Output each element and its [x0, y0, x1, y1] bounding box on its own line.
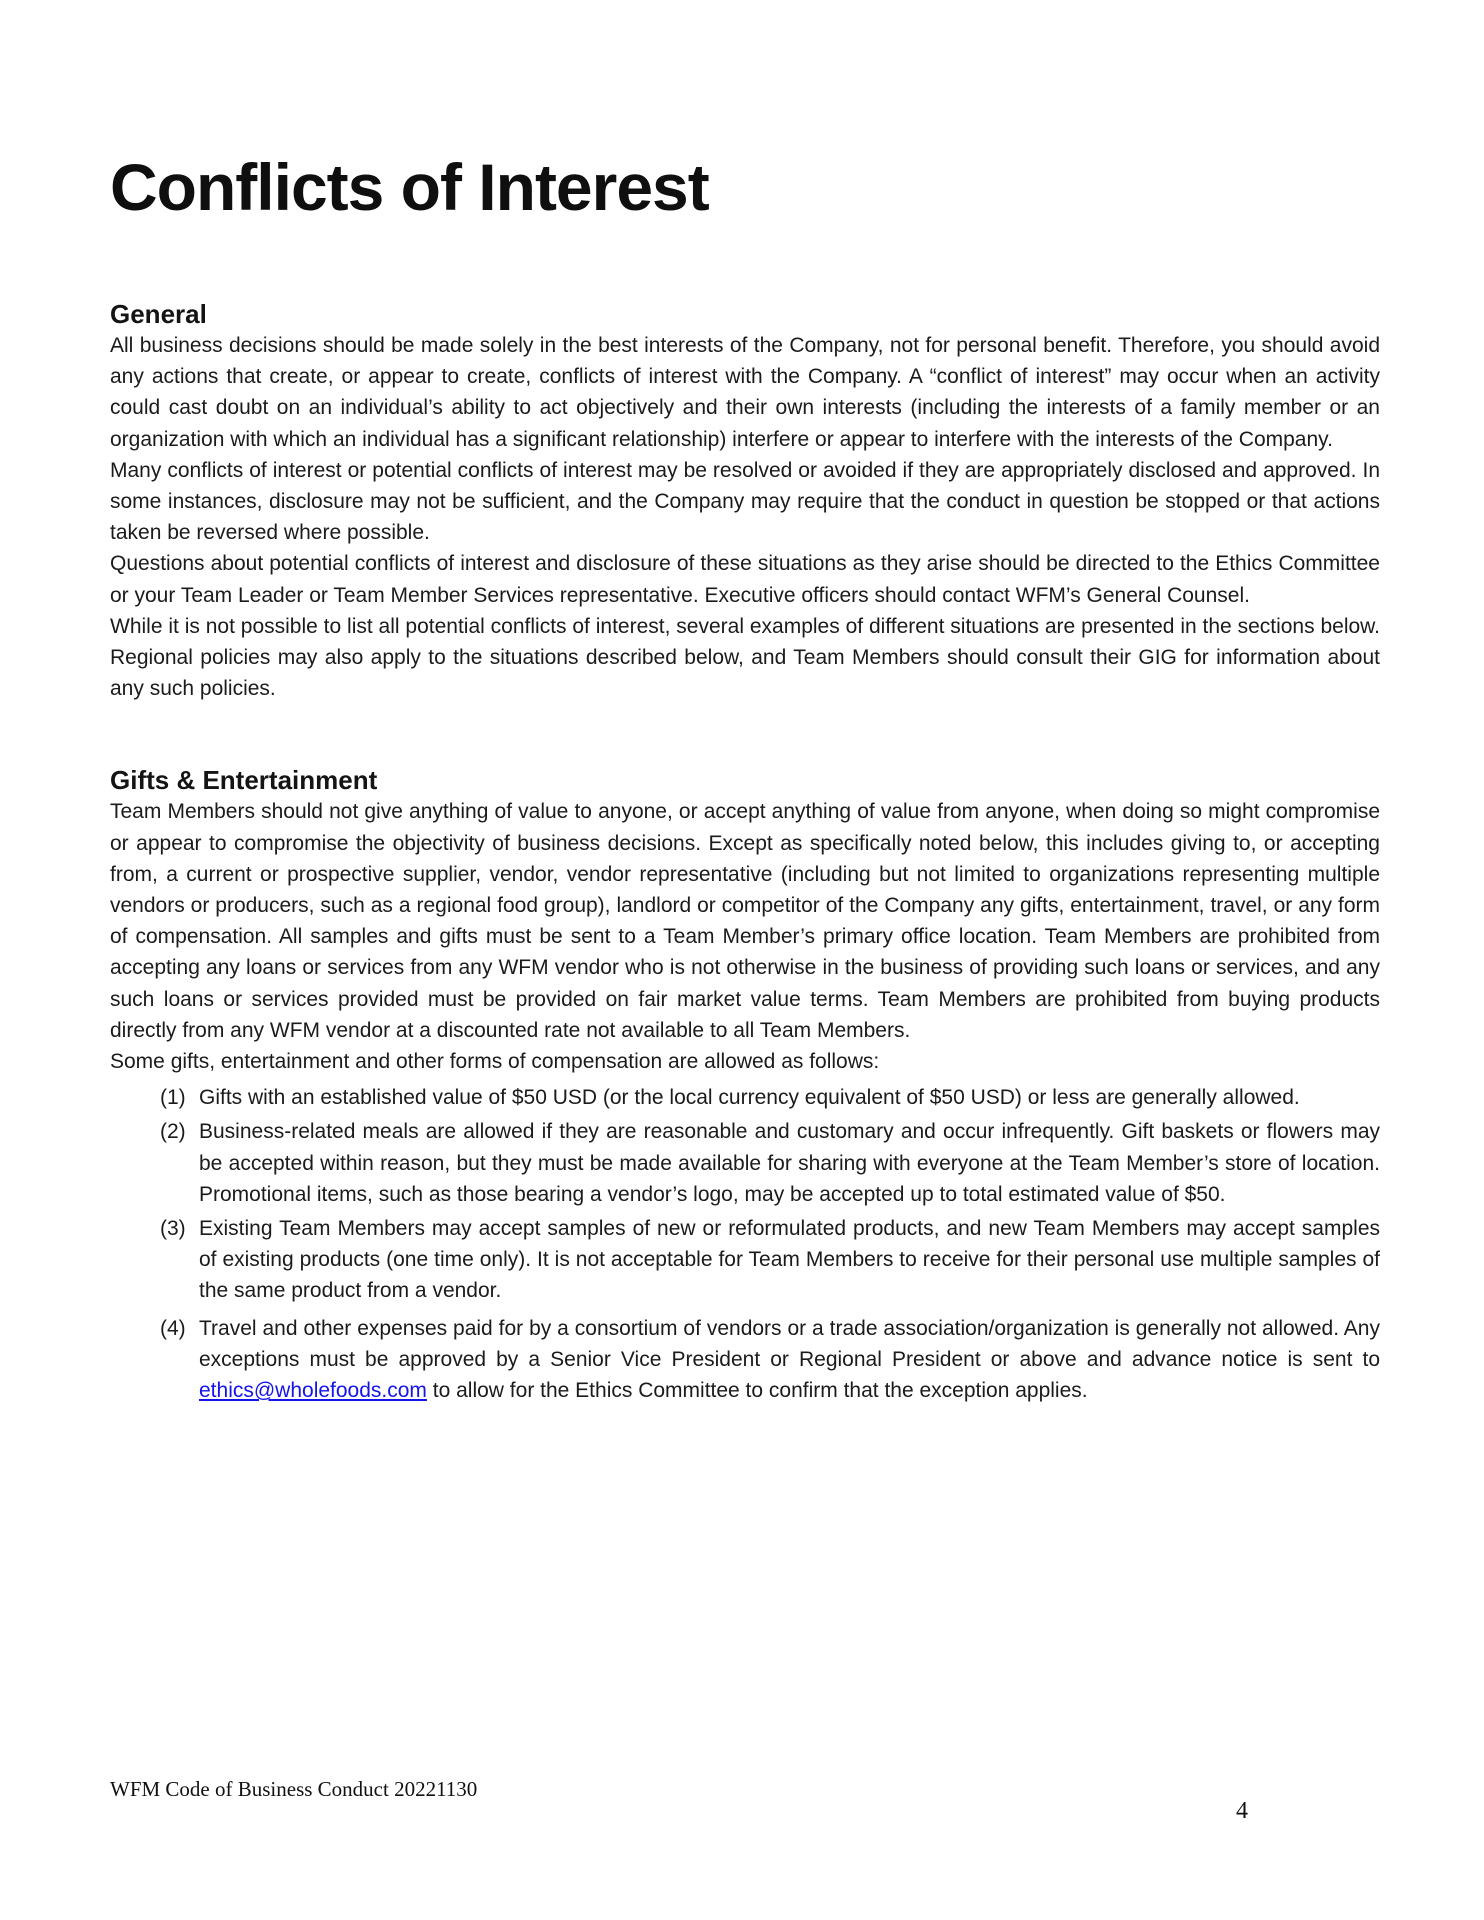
list-item-number: (1)	[160, 1086, 186, 1110]
gifts-allowed-intro: Some gifts, entertainment and other forms of compensation are allowed as follows:	[110, 1050, 880, 1074]
general-paragraph-2: Many conflicts of interest or potential conflicts of interest may be resolved or avoided if they are appropriately disclosed and approved. In some instances, disclosure may not be sufficient, and the Company may require that the conduct in question be stopped or that actions taken be reversed where possible.	[110, 458, 1380, 545]
list-item-text-before-link: Travel and other expenses paid for by a consortium of vendors or a trade association/organization is generally not allowed. Any exceptions must be approved by a Senior Vice President or Regional President or above and advance notice is sent to	[199, 1316, 1380, 1371]
gifts-allowed-list	[110, 1082, 1380, 1406]
ethics-email-link[interactable]: ethics@wholefoods.com	[199, 1379, 427, 1403]
list-item-text: Gifts with an established value of $50 USD (or the local currency equivalent of $50 USD) or less are generally allowed.	[199, 1086, 1300, 1110]
list-item	[110, 1313, 1380, 1407]
section-heading-general: General	[110, 299, 207, 329]
gifts-intro-paragraph: Team Members should not give anything of value to anyone, or accept anything of value from anyone, when doing so might compromise or appear to compromise the objectivity of business decisions. Except as specifically noted below, this includes giving to, or accepting from, a current or prospective supplier, vendor, vendor representative (including but not limited to organizations representing multiple vendors or producers, such as a regional food group), landlord or competitor of the Company any gifts, entertainment, travel, or any form of compensation. All samples and gifts must be sent to a Team Member’s primary office location. Team Members are prohibited from accepting any loans or services from any WFM vendor who is not otherwise in the business of providing such loans or services, and any such loans or services provided must be provided on fair market value terms. Team Members are prohibited from buying products directly from any WFM vendor at a discounted rate not available to all Team Members.	[110, 800, 1380, 1042]
footer-document-id: WFM Code of Business Conduct 20221130	[110, 1777, 478, 1801]
list-item-number: (2)	[160, 1120, 186, 1144]
general-paragraph-3: Questions about potential conflicts of interest and disclosure of these situations as they arise should be directed to the Ethics Committee or your Team Leader or Team Member Services representative. Executive officers should contact WFM’s General Counsel.	[110, 552, 1380, 607]
page-title: Conflicts of Interest	[110, 150, 709, 224]
list-item	[110, 1116, 1380, 1210]
list-item-number: (4)	[160, 1316, 186, 1340]
list-item-text: Business-related meals are allowed if they are reasonable and customary and occur infrequently. Gift baskets or flowers may be accepted within reason, but they must be made available for sharing with everyone at the Team Member’s store of location. Promotional items, such as those bearing a vendor’s logo, may be accepted up to total estimated value of $50.	[199, 1120, 1380, 1206]
page-number: 4	[1236, 1798, 1248, 1824]
page-content	[0, 150, 1484, 1406]
list-item-text: Existing Team Members may accept samples of new or reformulated products, and new Team Members may accept samples of existing products (one time only). It is not acceptable for Team Members to receive for their personal use multiple samples of the same product from a vendor.	[199, 1217, 1380, 1303]
general-paragraph-4: While it is not possible to list all potential conflicts of interest, several examples of different situations are presented in the sections below. Regional policies may also apply to the situations described below, and Team Members should consult their GIG for information about any such policies.	[110, 614, 1380, 701]
list-item	[110, 1213, 1380, 1307]
list-item-text-after-link: to allow for the Ethics Committee to confirm that the exception applies.	[426, 1379, 1088, 1403]
list-item	[110, 1082, 1380, 1113]
section-heading-gifts-entertainment: Gifts & Entertainment	[110, 765, 378, 796]
list-item-number: (3)	[160, 1217, 186, 1241]
general-paragraph-1: All business decisions should be made solely in the best interests of the Company, not for personal benefit. Therefore, you should avoid any actions that create, or appear to create, conflicts of interest with the Company. A “conflict of interest” may occur when an activity could cast doubt on an individual’s ability to act objectively and their own interests (including the interests of a family member or an organization with which an individual has a significant relationship) interfere or appear to interfere with the interests of the Company.	[110, 334, 1380, 451]
